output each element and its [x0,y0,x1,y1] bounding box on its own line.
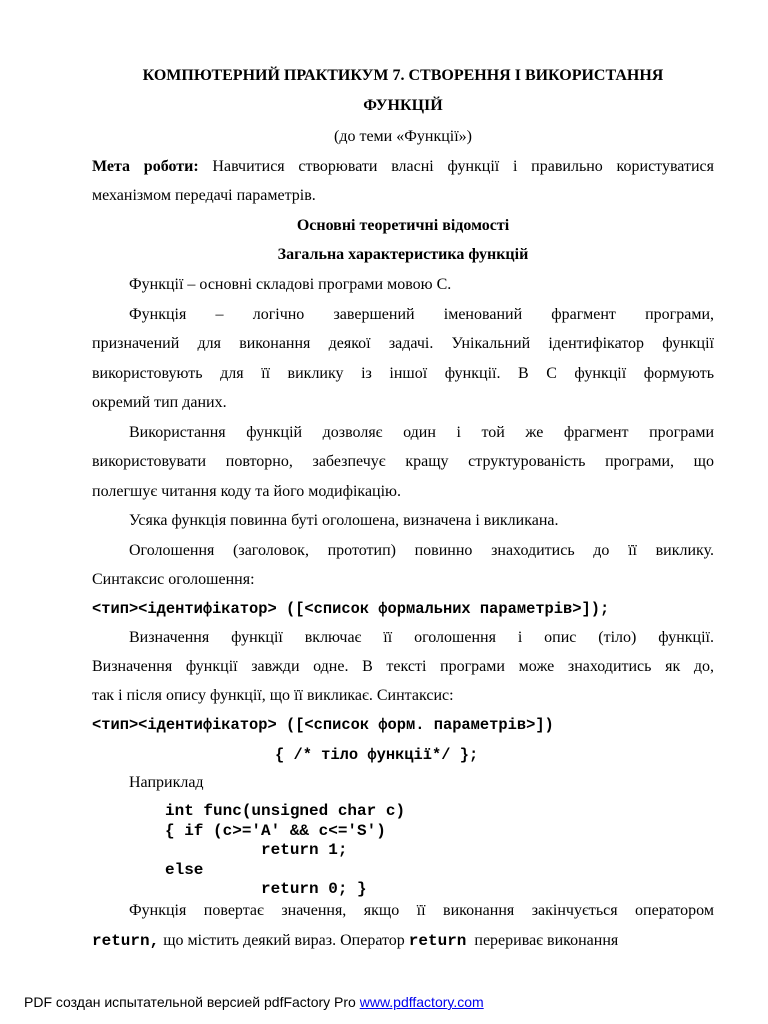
paragraph-7-line-1: Функція повертає значення, якщо її виконання закінчується оператором [129,902,714,919]
goal-text-1: Навчитися створювати власні функції і правильно користуватися [212,158,714,175]
paragraph-2-line-3: використовують для її виклику із іншої функції. В С функції формують [92,365,714,382]
paragraph-6-line-2: Визначення функції завжди одне. В тексті програми може знаходитись як до, [92,658,714,675]
paragraph-3-line-1: Використання функцій дозволяє один і той же фрагмент програми [129,424,714,441]
subsection-heading: Загальна характеристика функцій [277,246,529,263]
paragraph-6-line-3: так і після опису функції, що її викликає. Синтаксис: [92,687,454,704]
paragraph-4: Усяка функція повинна буті оголошена, визначена і викликана. [129,512,559,529]
pdf-footer [24,994,484,1010]
goal-line-2: механізмом передачі параметрів. [92,187,316,204]
syntax-definition-line-2: { /* тіло функції*/ }; [275,746,479,764]
subtitle: (до теми «Функції») [333,128,472,145]
footer-pdf-label: PDF [24,994,52,1010]
example-label: Наприклад [129,774,204,791]
paragraph-5-line-1: Оголошення (заголовок, прототип) повинно знаходитись до її виклику. [129,542,714,559]
paragraph-3-line-2: використовувати повторно, забезпечує кращу структурованість програми, що [92,453,714,470]
paragraph-1: Функції – основні складові програми мовою С. [129,276,452,293]
title-line-1: КОМПЮТЕРНИЙ ПРАКТИКУМ 7. СТВОРЕННЯ І ВИКОРИСТАННЯ [142,67,664,84]
paragraph-2-line-1: Функція – логічно завершений іменований фрагмент програми, [129,306,714,323]
footer-middle-text: создан испытательной версией [52,994,264,1010]
paragraph-7-line-2 [92,931,714,951]
footer-link[interactable]: www.pdffactory.com [359,994,484,1010]
inline-code-return-2: return [408,932,467,950]
inline-code-return-1: return, [92,932,160,950]
paragraph-7-text-b: що містить деякий вираз. Оператор [159,932,409,949]
code-line-2: { if (c>='A' && c<='S') [165,821,386,840]
footer-product-name: pdfFactory Pro [264,994,356,1010]
goal-label: Мета роботи: [92,158,199,175]
code-line-5: return 0; } [165,880,367,898]
paragraph-2-line-4: окремий тип даних. [92,394,227,411]
code-line-3: return 1; [165,841,348,859]
title-line-2: ФУНКЦІЙ [363,97,443,114]
paragraph-2-line-2: призначений для виконання деякої задачі. Унікальний ідентифікатор функції [92,335,714,352]
code-line-4: else [165,860,204,879]
syntax-definition-line-1: <тип><ідентифікатор> ([<список форм. параметрів>]) [92,716,554,734]
paragraph-5-line-2: Синтаксис оголошення: [92,571,255,588]
paragraph-7-text-d: перериває виконання [466,932,619,949]
paragraph-3-line-3: полегшує читання коду та його модифікацію. [92,483,401,500]
section-heading: Основні теоретичні відомості [296,217,510,234]
syntax-declaration: <тип><ідентифікатор> ([<список формальних параметрів>]); [92,600,610,618]
code-line-1: int func(unsigned char c) [165,802,406,820]
goal-line-1 [92,157,714,177]
paragraph-6-line-1: Визначення функції включає її оголошення і опис (тіло) функції. [129,629,714,646]
